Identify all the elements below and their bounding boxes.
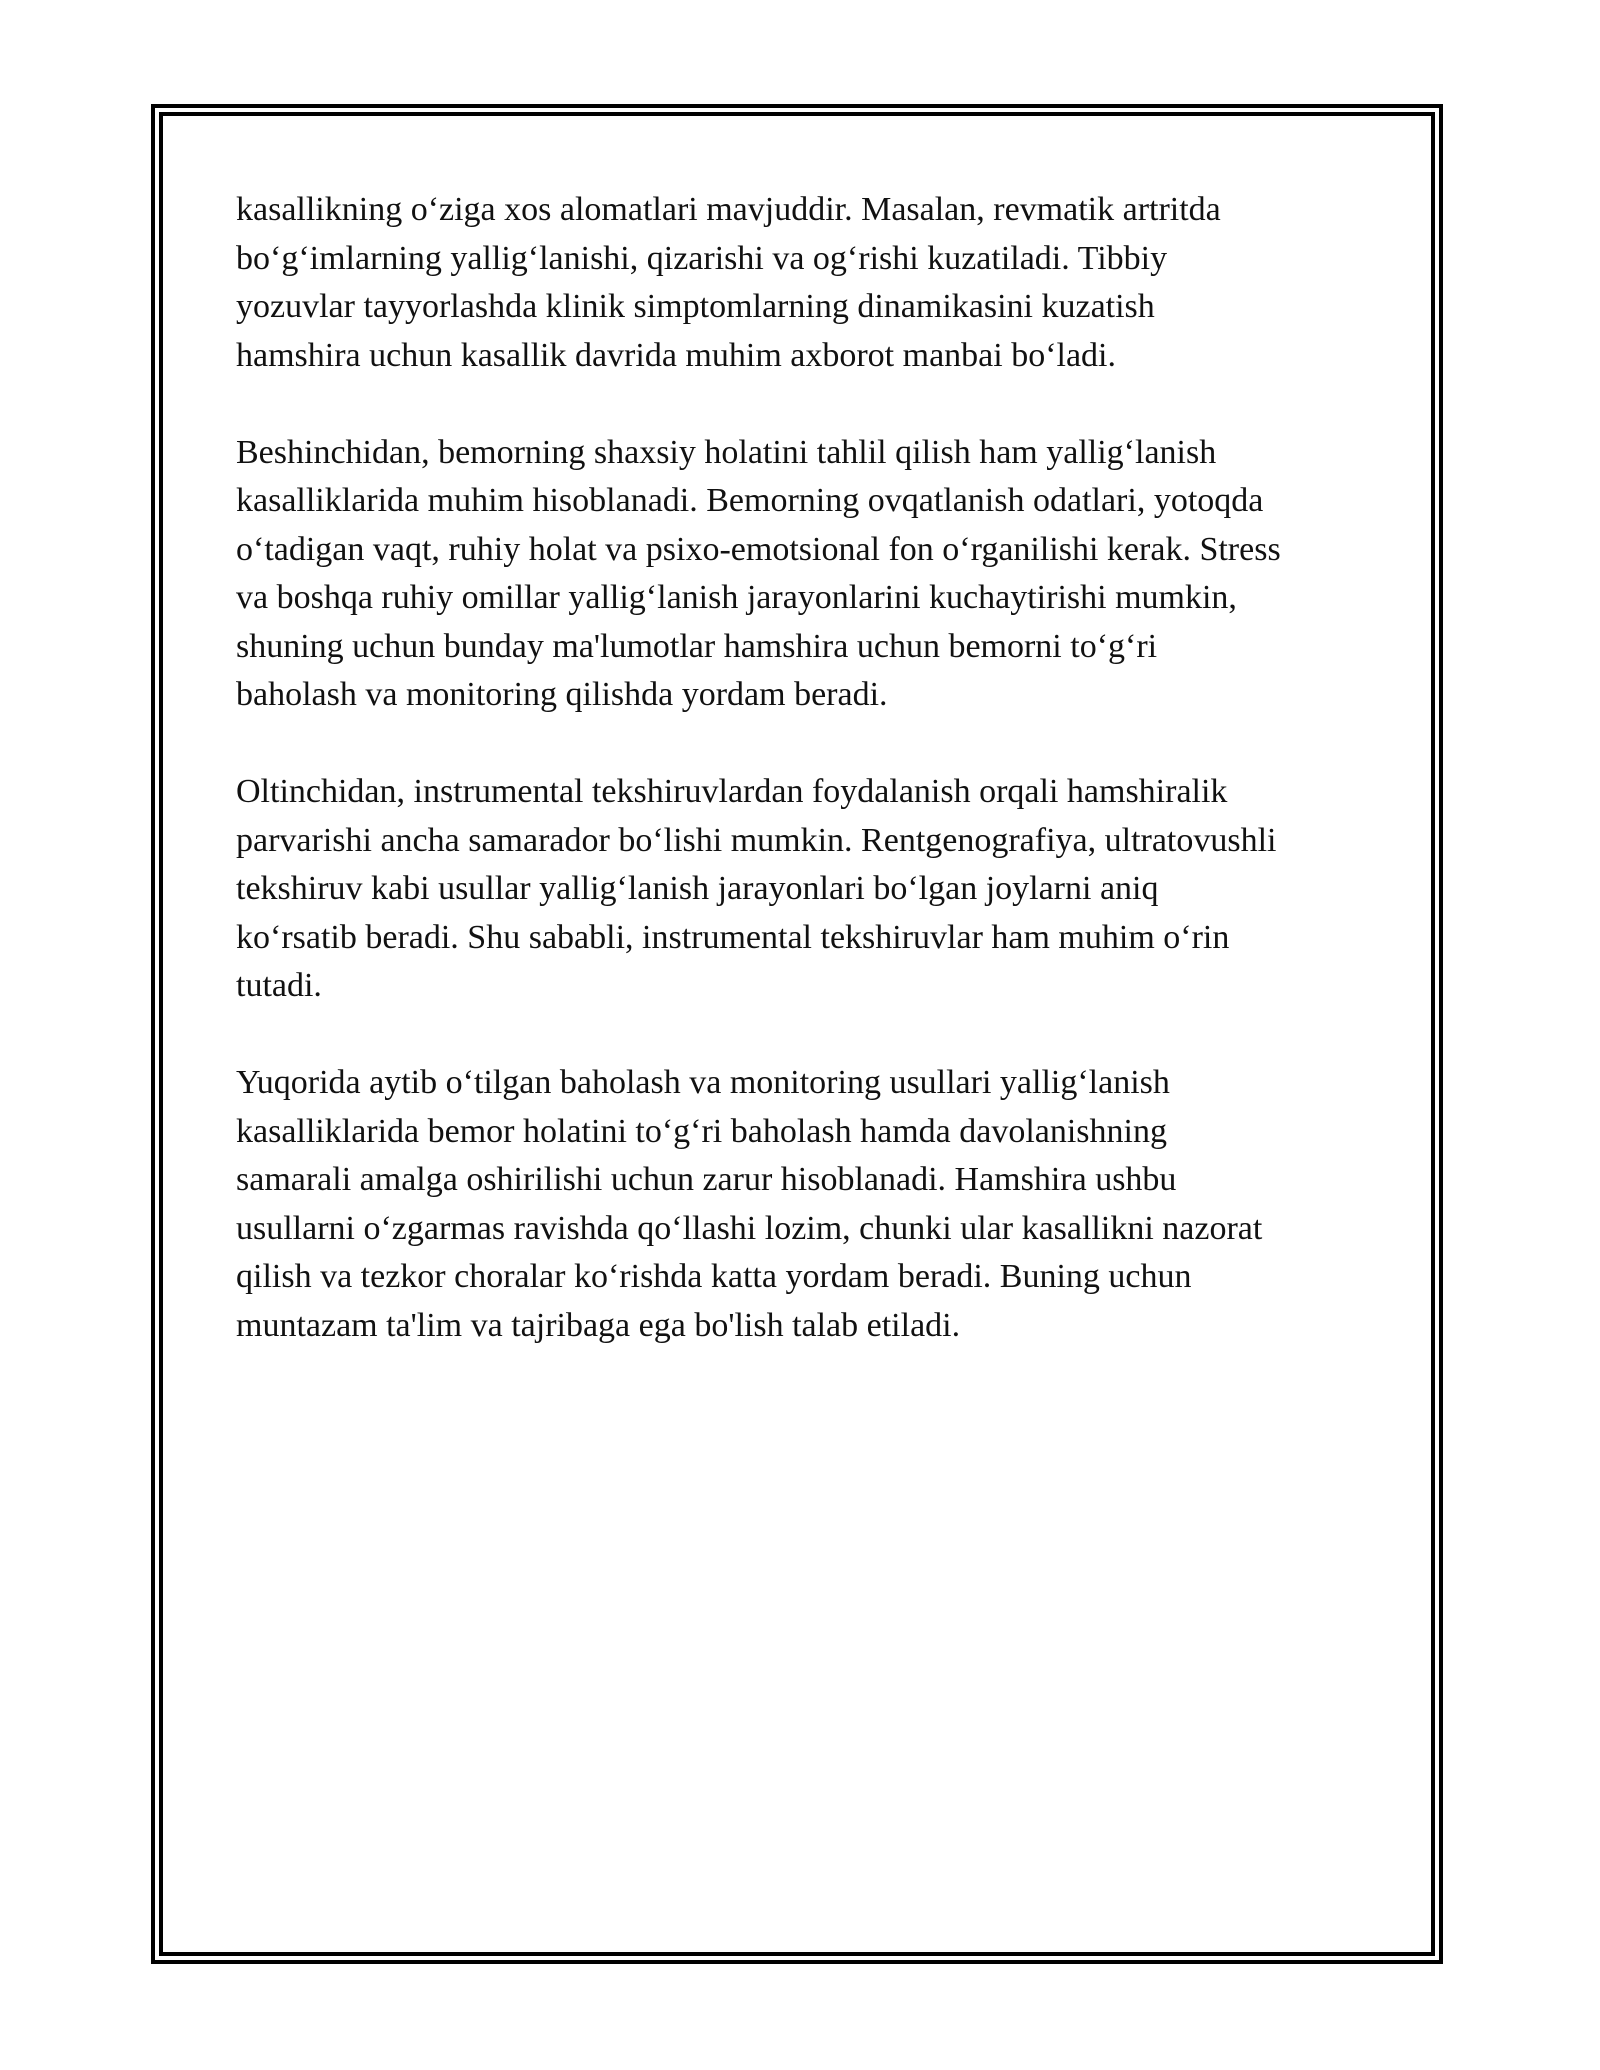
text-line: kasalliklarida bemor holatini to‘g‘ri baholash hamda davolanishning bbox=[236, 1112, 1167, 1150]
text-line: Beshinchidan, bemorning shaxsiy holatini tahlil qilish ham yallig‘lanish bbox=[236, 433, 1217, 471]
document-body bbox=[236, 186, 1376, 1399]
text-line: baholash va monitoring qilishda yordam beradi. bbox=[236, 676, 888, 713]
text-line: parvarishi ancha samarador bo‘lishi mumkin. Rentgenografiya, ultratovushli bbox=[236, 821, 1277, 859]
text-line: hamshira uchun kasallik davrida muhim axborot manbai bo‘ladi. bbox=[236, 336, 1116, 374]
text-line: shuning uchun bunday ma'lumotlar hamshira uchun bemorni to‘g‘ri bbox=[236, 627, 1158, 665]
text-line: usullarni o‘zgarmas ravishda qo‘llashi lozim, chunki ular kasallikni nazorat bbox=[236, 1209, 1263, 1247]
paragraph-2 bbox=[236, 429, 1376, 720]
text-line: yozuvlar tayyorlashda klinik simptomlarning dinamikasini kuzatish bbox=[236, 288, 1155, 325]
text-line: kasallikning o‘ziga xos alomatlari mavjuddir. Masalan, revmatik artritda bbox=[236, 191, 1221, 228]
text-line: muntazam ta'lim va tajribaga ega bo'lish talab etiladi. bbox=[236, 1306, 961, 1344]
paragraph-4 bbox=[236, 1059, 1376, 1350]
text-line: va boshqa ruhiy omillar yallig‘lanish jarayonlarini kuchaytirishi mumkin, bbox=[236, 579, 1237, 616]
paragraph-3 bbox=[236, 768, 1376, 1011]
text-line: tekshiruv kabi usullar yallig‘lanish jarayonlari bo‘lgan joylarni aniq bbox=[236, 870, 1159, 907]
text-line: bo‘g‘imlarning yallig‘lanishi, qizarishi va og‘rishi kuzatiladi. Tibbiy bbox=[236, 239, 1168, 277]
text-line: qilish va tezkor choralar ko‘rishda katta yordam beradi. Buning uchun bbox=[236, 1258, 1192, 1295]
text-line: tutadi. bbox=[236, 967, 322, 1004]
text-line: kasalliklarida muhim hisoblanadi. Bemorning ovqatlanish odatlari, yotoqda bbox=[236, 482, 1264, 519]
text-line: samarali amalga oshirilishi uchun zarur hisoblanadi. Hamshira ushbu bbox=[236, 1161, 1177, 1198]
text-line: Oltinchidan, instrumental tekshiruvlardan foydalanish orqali hamshiralik bbox=[236, 773, 1228, 810]
text-line: ko‘rsatib beradi. Shu sababli, instrumental tekshiruvlar ham muhim o‘rin bbox=[236, 918, 1230, 956]
text-line: o‘tadigan vaqt, ruhiy holat va psixo-emotsional fon o‘rganilishi kerak. Stress bbox=[236, 530, 1281, 568]
paragraph-1 bbox=[236, 186, 1376, 380]
text-line: Yuqorida aytib o‘tilgan baholash va monitoring usullari yallig‘lanish bbox=[236, 1064, 1170, 1101]
